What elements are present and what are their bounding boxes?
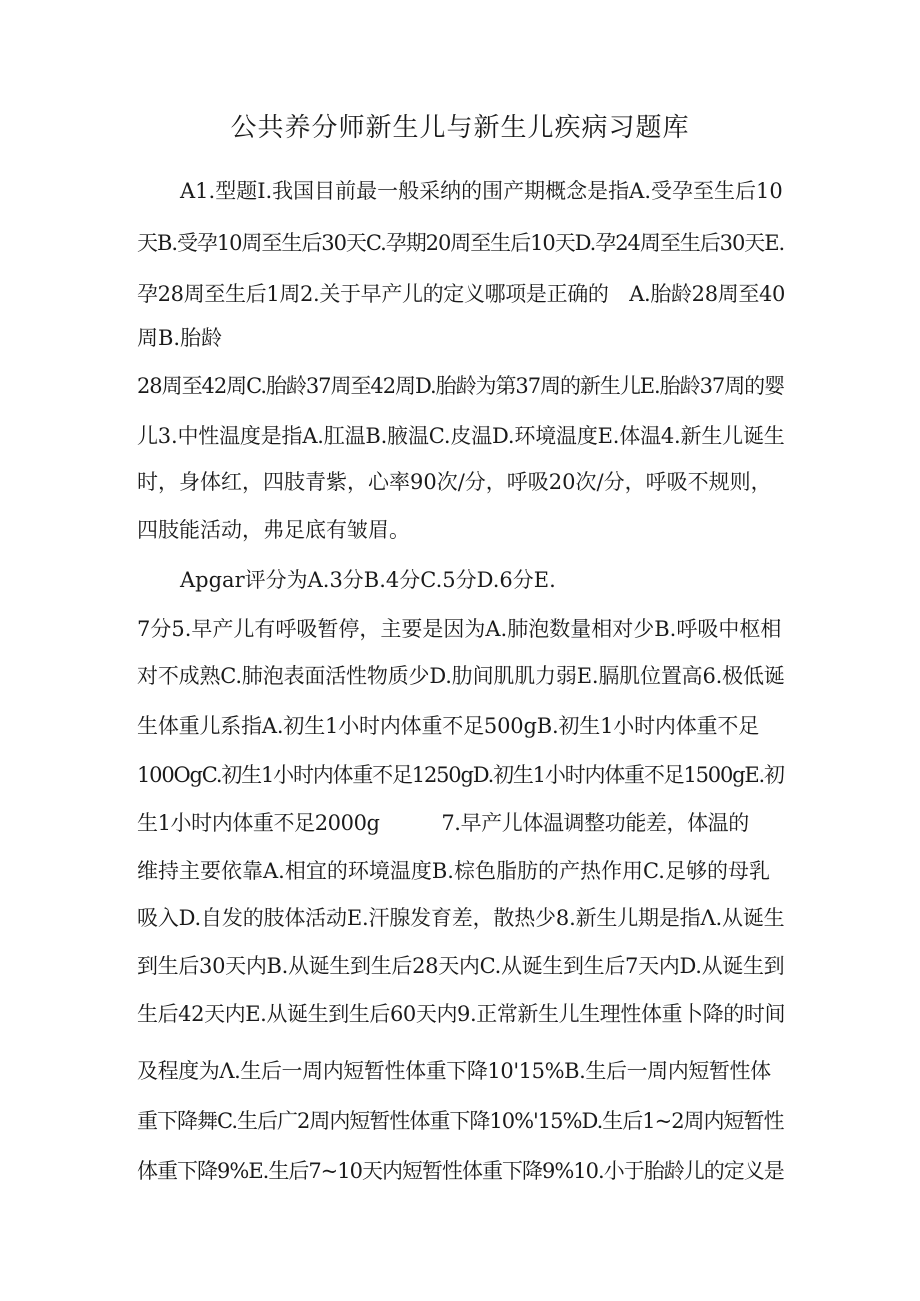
text-line: 7分5.早产儿有呼吸暂停，主要是因为A.肺泡数量相对少B.呼吸中枢相: [137, 617, 782, 641]
text-line: Apgar评分为A.3分B.4分C.5分D.6分E.: [180, 568, 556, 592]
text-line: 四肢能活动，弗足底有皱眉。: [137, 518, 410, 542]
text-line: 生后42天内E.从诞生到生后60天内9.正常新生儿生理性体重卜降的时间: [137, 1002, 786, 1026]
text-line: 及程度为Λ.生后一周内短暂性体重下降10'15%B.生后一周内短暂性体: [137, 1059, 771, 1083]
text-line: 生体重儿系指A.初生1小时内体重不足500gB.初生1小时内体重不足: [137, 714, 760, 738]
text-line: 100OgC.初生1小时内体重不足1250gD.初生1小时内体重不足1500gE.初: [137, 763, 784, 787]
text-line: 时，身体红，四肢青紫，心率90次/分，呼吸20次/分，呼吸不规则，: [137, 470, 772, 494]
text-line: 孕28周至生后1周2.关于早产儿的定义哪项是正确的 A.胎龄28周至40: [137, 282, 786, 306]
text-line: A1.型题I.我国目前最一般采纳的围产期概念是指A.受孕至生后10: [180, 179, 783, 203]
text-line: 吸入D.自发的肢体活动E.汗腺发育差，散热少8.新生儿期是指Λ.从诞生: [137, 906, 785, 930]
text-line: 到生后30天内B.从诞生到生后28天内C.从诞生到生后7天内D.从诞生到: [137, 954, 785, 978]
text-line: 维持主要依靠A.相宜的环境温度B.棕色脂肪的产热作用C.足够的母乳: [137, 859, 770, 883]
text-line: 重下降舞C.生后广2周内短暂性体重下降10%'15%D.生后1~2周内短暂性: [137, 1109, 784, 1133]
text-line: 天B.受孕10周至生后30天C.孕期20周至生后10天D.孕24周至生后30天E.: [137, 231, 785, 255]
text-line: 生1小时内体重不足2000g 7.早产儿体温调整功能差，体温的: [137, 811, 749, 835]
text-line: 周B.胎龄: [137, 326, 223, 350]
page-title: 公共养分师新生儿与新生儿疾病习题库: [230, 113, 690, 143]
text-line: 儿3.中性温度是指A.肛温B.腋温C.皮温D.环境温度E.体温4.新生儿诞生: [137, 424, 785, 448]
text-line: 体重下降9%E.生后7~10天内短暂性体重下降9%10.小于胎龄儿的定义是: [137, 1159, 784, 1183]
text-line: 28周至42周C.胎龄37周至42周D.胎龄为第37周的新生儿E.胎龄37周的婴: [137, 374, 785, 398]
text-line: 对不成熟C.肺泡表面活性物质少D.肋间肌肌力弱E.膈肌位置高6.极低诞: [137, 664, 785, 688]
